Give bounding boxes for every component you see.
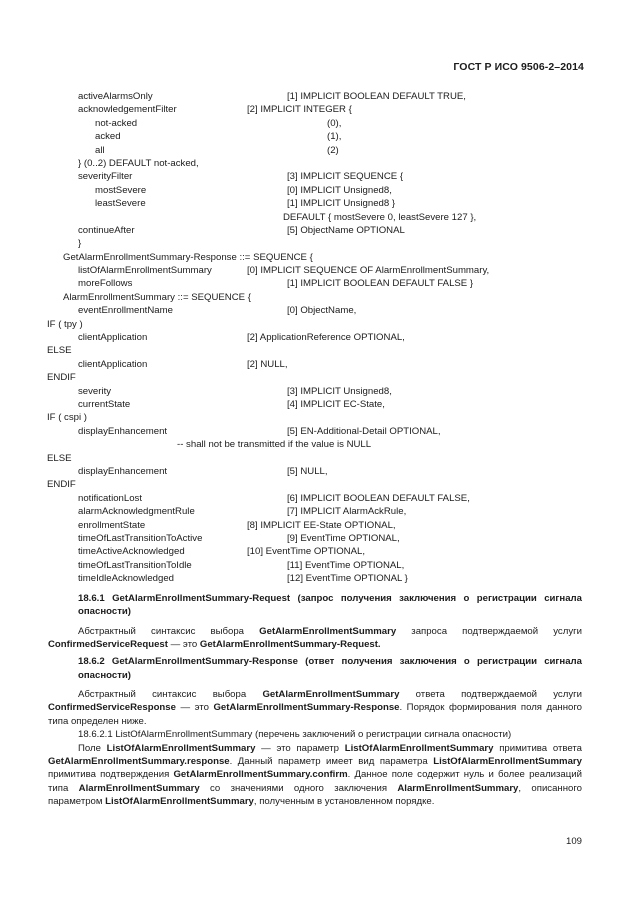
code-field-type: [11] EventTime OPTIONAL, xyxy=(287,559,405,571)
code-line xyxy=(0,465,630,478)
code-field-type: [4] IMPLICIT EC-State, xyxy=(287,398,385,410)
code-line xyxy=(0,184,630,197)
code-field-name: displayEnhancement xyxy=(78,425,168,437)
code-field-name: currentState xyxy=(78,398,131,410)
code-line xyxy=(0,385,630,398)
code-line xyxy=(0,103,630,116)
code-field-type: [9] EventTime OPTIONAL, xyxy=(287,532,400,544)
code-line xyxy=(0,251,630,264)
code-line xyxy=(0,237,630,250)
code-field-type: [0] ObjectName, xyxy=(287,305,357,317)
code-line xyxy=(0,559,630,572)
code-field-name: timeActiveAcknowledged xyxy=(78,546,185,558)
code-field-name: mostSevere xyxy=(95,184,147,196)
code-field-name: timeIdleAcknowledged xyxy=(78,573,174,585)
code-field-type: (2) xyxy=(327,144,339,156)
code-line xyxy=(0,452,630,465)
section-18-6-1-text: Абстрактный синтаксис выбора GetAlarmEnrollmentSummary запроса подтверждаемой услуги ConfirmedServiceRequest — это GetAlarmEnrollmentSummary-Request. xyxy=(48,625,582,651)
code-field-name: timeOfLastTransitionToIdle xyxy=(78,559,192,571)
code-line xyxy=(0,144,630,157)
code-field-type: [5] EN-Additional-Detail OPTIONAL, xyxy=(287,425,441,437)
code-field-type: [3] IMPLICIT Unsigned8, xyxy=(287,385,392,397)
code-line xyxy=(0,90,630,103)
code-line xyxy=(0,572,630,585)
code-field-name: listOfAlarmEnrollmentSummary xyxy=(78,265,212,277)
code-line xyxy=(0,371,630,384)
code-field-type: DEFAULT { mostSevere 0, leastSevere 127 }, xyxy=(283,211,477,223)
asn1-code-block xyxy=(0,90,630,585)
code-field-name: activeAlarmsOnly xyxy=(78,91,153,102)
code-line xyxy=(0,425,630,438)
code-field-type: [1] IMPLICIT BOOLEAN DEFAULT FALSE } xyxy=(287,278,474,290)
code-field-type: [2] ApplicationReference OPTIONAL, xyxy=(247,332,405,344)
code-line xyxy=(0,117,630,130)
code-line xyxy=(0,331,630,344)
code-field-name: ELSE xyxy=(47,345,72,357)
code-field-type: [0] IMPLICIT Unsigned8, xyxy=(287,184,392,196)
code-line xyxy=(0,318,630,331)
code-field-name: ENDIF xyxy=(47,372,76,384)
code-field-name: GetAlarmEnrollmentSummary-Response ::= SEQUENCE { xyxy=(63,251,313,263)
code-line xyxy=(0,545,630,558)
code-field-type: [12] EventTime OPTIONAL } xyxy=(287,573,408,585)
code-field-type: [5] NULL, xyxy=(287,465,328,477)
code-field-name: alarmAcknowledgmentRule xyxy=(78,506,195,518)
section-18-6-1-heading: 18.6.1 GetAlarmEnrollmentSummary-Request (запрос получения заключения о регистрации сигнала опасности) xyxy=(78,593,582,618)
code-field-name: ENDIF xyxy=(47,479,76,491)
code-field-name: severity xyxy=(78,385,112,397)
code-field-type: [10] EventTime OPTIONAL, xyxy=(247,546,366,558)
code-field-name: notificationLost xyxy=(78,492,142,504)
section-18-6-2-1-heading: 18.6.2.1 ListOfAlarmEnrollmentSummary (перечень заключений о регистрации сигнала опасности) xyxy=(78,729,512,741)
code-field-type: [2] IMPLICIT INTEGER { xyxy=(247,104,352,116)
code-line xyxy=(0,211,630,224)
code-field-name: enrollmentState xyxy=(78,519,146,531)
code-field-type: (0), xyxy=(327,117,342,129)
code-field-name: AlarmEnrollmentSummary ::= SEQUENCE { xyxy=(63,291,251,303)
code-field-name: leastSevere xyxy=(95,198,146,210)
code-line xyxy=(0,304,630,317)
code-field-type: [1] IMPLICIT BOOLEAN DEFAULT TRUE, xyxy=(287,91,466,102)
code-line xyxy=(0,492,630,505)
code-line xyxy=(0,532,630,545)
body-text xyxy=(48,592,582,812)
code-field-name: IF ( cspi ) xyxy=(47,412,87,424)
code-field-type: (1), xyxy=(327,131,342,143)
code-line xyxy=(0,157,630,170)
code-line xyxy=(0,398,630,411)
code-field-name: eventEnrollmentName xyxy=(78,305,173,317)
code-line xyxy=(0,411,630,424)
code-line xyxy=(0,505,630,518)
code-field-name: displayEnhancement xyxy=(78,465,168,477)
code-field-name: continueAfter xyxy=(78,224,135,236)
code-line xyxy=(0,519,630,532)
code-line xyxy=(0,170,630,183)
code-field-name: clientApplication xyxy=(78,332,148,344)
section-18-6-2-text: Абстрактный синтаксис выбора GetAlarmEnrollmentSummary ответа подтверждаемой услуги ConfirmedServiceResponse — это GetAlarmEnrollmentSummary-Response. Порядок формирования поля данного типа определен ниже. xyxy=(48,688,582,727)
code-field-type: [1] IMPLICIT Unsigned8 } xyxy=(287,198,396,210)
code-line xyxy=(0,130,630,143)
code-field-type: [3] IMPLICIT SEQUENCE { xyxy=(287,171,404,183)
code-field-name: all xyxy=(95,144,105,156)
code-field-type: [6] IMPLICIT BOOLEAN DEFAULT FALSE, xyxy=(287,492,470,504)
code-line xyxy=(0,478,630,491)
code-field-type: [7] IMPLICIT AlarmAckRule, xyxy=(287,506,407,518)
code-line xyxy=(0,358,630,371)
code-field-name: ELSE xyxy=(47,452,72,464)
code-field-type: [8] IMPLICIT EE-State OPTIONAL, xyxy=(247,519,396,531)
code-field-name: } xyxy=(78,238,82,250)
code-line xyxy=(0,291,630,304)
code-line xyxy=(0,438,630,451)
code-field-type: [0] IMPLICIT SEQUENCE OF AlarmEnrollmentSummary, xyxy=(247,265,490,277)
document-header: ГОСТ Р ИСО 9506-2–2014 xyxy=(453,61,584,73)
code-field-name: acknowledgementFilter xyxy=(78,104,177,116)
code-line xyxy=(0,224,630,237)
section-18-6-2-heading: 18.6.2 GetAlarmEnrollmentSummary-Response (ответ получения заключения о регистрации сигнала опасности) xyxy=(78,656,582,681)
code-field-name: clientApplication xyxy=(78,358,148,370)
code-field-name: not-acked xyxy=(95,117,138,129)
code-field-type: -- shall not be transmitted if the value is NULL xyxy=(177,439,372,451)
code-field-name: moreFollows xyxy=(78,278,133,290)
code-field-name: timeOfLastTransitionToActive xyxy=(78,532,203,544)
section-18-6-2-1-text: Поле ListOfAlarmEnrollmentSummary — это параметр ListOfAlarmEnrollmentSummary примитива ответа GetAlarmEnrollmentSummary.response. Данный параметр имеет вид параметра ListOfAlarmEnrollmentSummary примитива подтверждения GetAlarmEnrollmentSummary.confirm. Данное поле содержит нуль и более реализаций типа AlarmEnrollmentSummary со значениями одного заключения AlarmEnrollmentSummary, описанного параметром ListOfAlarmEnrollmentSummary, полученным в установленном порядке. xyxy=(48,742,582,808)
code-field-name: severityFilter xyxy=(78,171,133,183)
code-line xyxy=(0,344,630,357)
code-line xyxy=(0,264,630,277)
code-field-type: [2] NULL, xyxy=(247,358,288,370)
code-line xyxy=(0,277,630,290)
code-field-name: } (0..2) DEFAULT not-acked, xyxy=(78,157,199,169)
code-field-name: IF ( tpy ) xyxy=(47,318,83,330)
code-field-type: [5] ObjectName OPTIONAL xyxy=(287,224,405,236)
page-number: 109 xyxy=(565,836,582,847)
code-line xyxy=(0,197,630,210)
code-field-name: acked xyxy=(95,131,121,143)
